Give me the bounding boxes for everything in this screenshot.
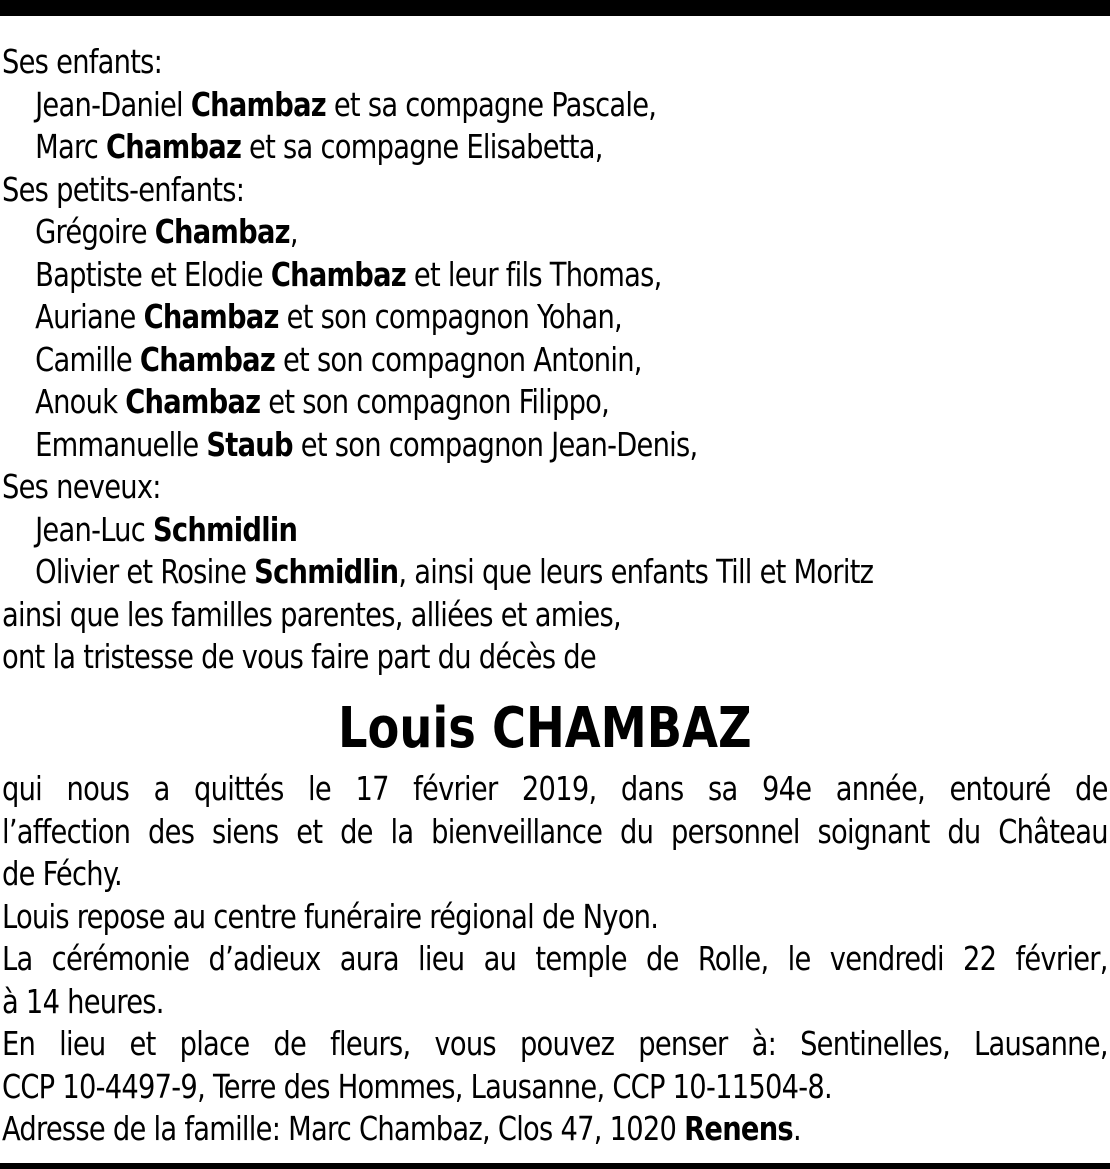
body-word: temple (535, 939, 627, 978)
body-word: sa (707, 769, 738, 808)
top-rule (0, 0, 1110, 16)
grandchildren-heading: Ses petits-enfants: (2, 169, 245, 209)
body-word: Sentinelles, (800, 1024, 951, 1063)
body-word: lieu (59, 1024, 106, 1063)
body-line-justified (2, 768, 1108, 811)
body-word: dans (620, 769, 684, 808)
surname: Chambaz (125, 382, 261, 421)
body-word: 22 (963, 939, 997, 978)
body-word: cérémonie (51, 939, 190, 978)
bottom-rule (0, 1163, 1110, 1169)
body-word: le (308, 769, 332, 808)
surname: Schmidlin (152, 509, 298, 549)
deceased-name: Louis CHAMBAZ (338, 695, 752, 761)
body-word: En (2, 1024, 36, 1063)
body-word: le (787, 939, 811, 978)
body-line: Louis repose au centre funéraire régional de Nyon. (2, 896, 659, 936)
surname: Schmidlin (254, 552, 399, 591)
body-word: fleurs, (330, 1024, 411, 1063)
grandchild-entry: Grégoire Chambaz, (35, 212, 298, 251)
body-word: nous (66, 769, 130, 808)
body-word: lieu (418, 939, 465, 978)
grandchild-entry: Emmanuelle Staub et son compagnon Jean-Denis, (35, 424, 698, 464)
body-word: au (483, 939, 517, 978)
body-word: a (153, 769, 170, 808)
families-line: ainsi que les familles parentes, alliées et amies, (2, 594, 621, 634)
body-word: penser (638, 1024, 728, 1063)
grandchild-entry: Baptiste et Elodie Chambaz et leur fils Thomas, (35, 254, 662, 294)
address-city: Renens (684, 1109, 793, 1148)
body-line-justified (2, 811, 1108, 854)
grandchild-entry: Camille Chambaz et son compagnon Antonin, (35, 339, 642, 379)
body-word: qui (2, 769, 43, 808)
body-word: d’adieux (208, 939, 321, 978)
body-word: de (340, 811, 373, 851)
body-word: soignant (817, 811, 930, 851)
body-word: l’affection (2, 811, 131, 851)
body-word: aura (339, 939, 399, 978)
surname: Chambaz (106, 127, 242, 166)
surname: Chambaz (270, 254, 406, 294)
surname: Chambaz (143, 297, 279, 336)
body-word: année, (835, 769, 926, 808)
body-word: de (273, 1024, 307, 1063)
body-word: de (1074, 769, 1108, 808)
body-word: la (390, 811, 414, 851)
body-word: du (620, 811, 654, 851)
body-word: de (646, 939, 679, 978)
nephew-entry: Jean-Luc Schmidlin (35, 509, 298, 549)
children-heading: Ses enfants: (2, 42, 163, 81)
body-word: 94e (761, 769, 812, 808)
body-word: des (148, 811, 195, 851)
surname: Chambaz (190, 84, 326, 124)
body-word: vendredi (829, 939, 944, 978)
nephew-entry: Olivier et Rosine Schmidlin, ainsi que leurs enfants Till et Moritz (35, 552, 874, 591)
address-line: Adresse de la famille: Marc Chambaz, Clos 47, 1020 Renens. (2, 1109, 801, 1148)
body-line: CCP 10-4497-9, Terre des Hommes, Lausanne, CCP 10-11504-8. (2, 1066, 832, 1106)
body-word: février (413, 769, 498, 808)
surname: Chambaz (154, 212, 290, 251)
body-word: bienveillance (431, 811, 603, 851)
body-word: février, (1015, 939, 1108, 978)
body-line-justified (2, 938, 1108, 981)
notice-body (2, 768, 1108, 1151)
body-word: entouré (949, 769, 1051, 808)
body-word: Rolle, (697, 939, 769, 978)
body-word: du (947, 811, 981, 851)
body-line: de Féchy. (2, 854, 122, 893)
body-word: et (296, 811, 323, 851)
body-word: vous (434, 1024, 496, 1063)
grandchild-entry: Auriane Chambaz et son compagnon Yohan, (35, 297, 622, 336)
body-word: La (2, 939, 33, 978)
surname: Chambaz (139, 339, 276, 379)
announcement-line: ont la tristesse de vous faire part du décès de (2, 637, 596, 676)
family-list (2, 41, 1020, 773)
nephews-heading: Ses neveux: (2, 467, 161, 506)
surname: Staub (206, 424, 293, 464)
body-word: à: (751, 1024, 777, 1063)
body-word: place (179, 1024, 250, 1063)
child-entry: Jean-Daniel Chambaz et sa compagne Pascale, (35, 84, 657, 124)
body-word: et (129, 1024, 156, 1063)
body-word: quittés (194, 769, 284, 808)
body-word: 2019, (521, 769, 597, 808)
body-line-justified (2, 1023, 1108, 1066)
body-word: Château (998, 811, 1108, 851)
body-word: personnel (670, 811, 800, 851)
body-word: pouvez (519, 1024, 615, 1063)
body-word: 17 (355, 769, 389, 808)
body-line: à 14 heures. (2, 981, 164, 1021)
body-word: Lausanne, (974, 1024, 1108, 1063)
body-word: siens (211, 811, 279, 851)
grandchild-entry: Anouk Chambaz et son compagnon Filippo, (35, 382, 610, 421)
child-entry: Marc Chambaz et sa compagne Elisabetta, (35, 127, 603, 166)
